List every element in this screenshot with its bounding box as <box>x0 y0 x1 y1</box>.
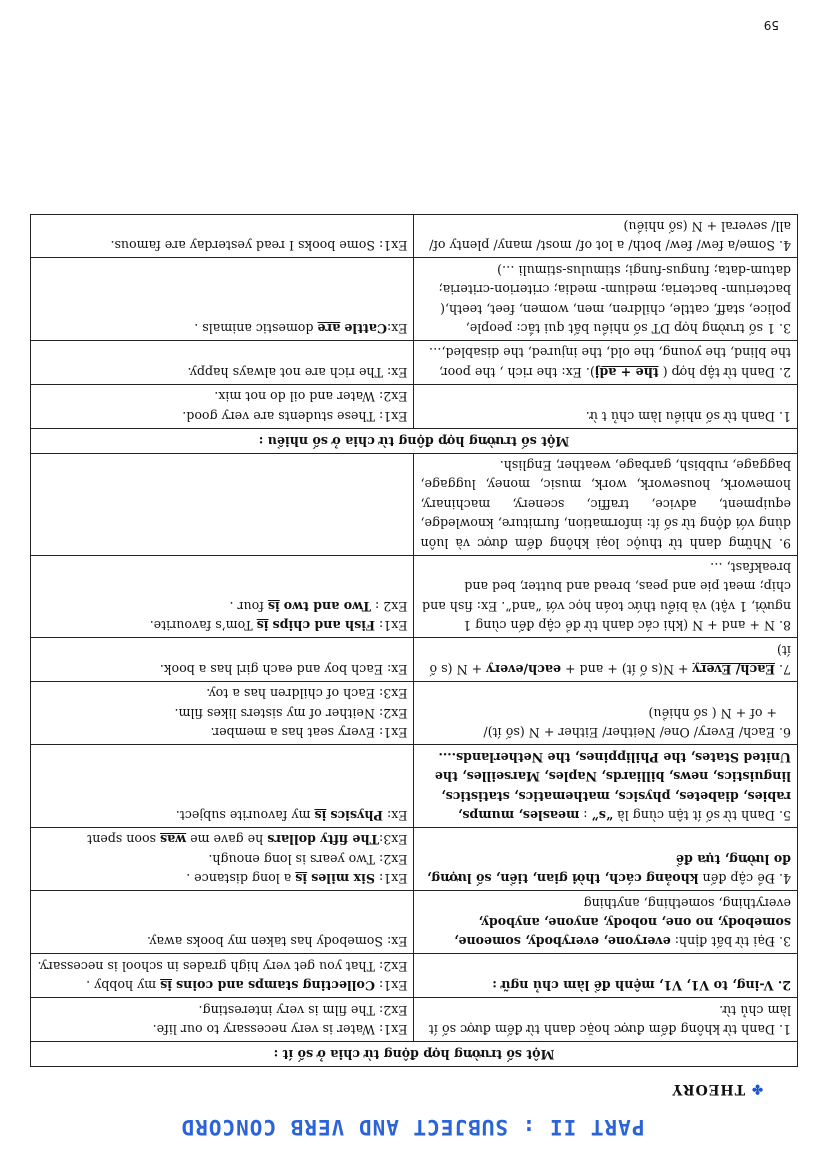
table-row <box>31 341 798 385</box>
example-cell: Ex: The rich are not always happy. <box>31 341 415 385</box>
example-line: Ex1: These students are very good. <box>182 408 408 424</box>
rule-cell: 4. Đề cập đến khoảng cách, thời gian, tiền, số lượng, đo lường, tựa đề <box>414 827 798 890</box>
example-line: Ex1: Water is very necessary to our life. <box>152 1022 408 1037</box>
table-row <box>31 384 798 428</box>
example-cell <box>31 954 415 998</box>
theory-label: THEORY <box>671 1081 746 1097</box>
example-line: Ex2: Neither of my sisters likes film. <box>174 705 408 721</box>
table-row <box>31 827 798 890</box>
flower-bullet-icon: ✤ <box>751 1081 763 1096</box>
example-line: Ex1: Collecting stamps and coins is my hobby . <box>86 978 408 994</box>
example-cell <box>31 827 415 890</box>
grammar-table <box>30 214 798 1067</box>
example-line: Ex1: Fish and chips is Tom’s favourite. <box>149 618 408 634</box>
plural-header: Một số trường hợp động từ chia ở số nhiều : <box>31 428 798 453</box>
rule-cell: 1. Danh từ không đếm được hoặc danh từ đếm được số ít làm chủ từ. <box>414 998 798 1042</box>
table-row <box>31 555 798 638</box>
table-row <box>31 745 798 828</box>
page-number-text: 59 <box>763 18 779 32</box>
example-cell: Ex:Cattle are domestic animals . <box>31 258 415 341</box>
table-row <box>31 638 798 682</box>
table-row <box>31 954 798 998</box>
rule-cell <box>414 682 798 745</box>
page-title: PART II : SUBJECT AND VERB CONCORD <box>180 1115 645 1139</box>
example-cell: Ex: Somebody has taken my books away. <box>31 891 415 954</box>
table-row <box>31 214 798 258</box>
table-row <box>31 998 798 1042</box>
table-row <box>31 1042 798 1067</box>
example-line: Ex3: Each of children has a toy. <box>206 686 408 702</box>
table-row <box>31 682 798 745</box>
example-cell <box>31 998 415 1042</box>
rule-cell: 2. Danh từ tập hợp ( the + adj). Ex: the rich , the poor, the blind, the young, the old, the injured, the disabled,… <box>414 341 798 385</box>
table-row <box>31 453 798 555</box>
example-line: Ex1: Six miles is a long distance . <box>186 871 408 887</box>
rule-cell: 3. Đại từ bất định: everyone, everybody, someone, somebody, no one, nobody, anyone, anybody, everything, something, anything <box>414 891 798 954</box>
table-row <box>31 258 798 341</box>
singular-header: Một số trường hợp động từ chia ở số ít : <box>31 1042 798 1067</box>
rule-cell: 2. V-ing, to V1, V1, mệnh đề làm chủ ngữ : <box>414 954 798 998</box>
example-line: Ex2 : Two and two is four . <box>229 598 408 614</box>
rule-cell: 7. Each/ Every + N(s ố ít) + and + each/every + N (s ố ít) <box>414 638 798 682</box>
table-row <box>31 428 798 453</box>
example-cell <box>31 384 415 428</box>
rule-line: + of + N ( số nhiều) <box>648 705 777 721</box>
example-cell: Ex: Each boy and each girl has a book. <box>31 638 415 682</box>
example-cell: Ex1: Some books I read yesterday are famous. <box>31 214 415 258</box>
table-row <box>31 891 798 954</box>
rule-cell: 4. Some/a few/ few/ both/ a lot of/ most/ many/ plenty of/ all/ several + N (số nhiều) <box>414 214 798 258</box>
example-line: Ex2: The film is very interesting. <box>198 1002 408 1018</box>
example-line: Ex2: That you get very high grades in school is necessary. <box>37 958 408 974</box>
example-line: Ex2: Two years is long enough. <box>208 851 408 867</box>
example-line: Ex2: Water and oil do not mix. <box>214 389 408 405</box>
example-line: Ex3:The fifty dollars he gave me was soon spent <box>87 832 408 848</box>
example-cell <box>31 555 415 638</box>
rule-cell: 1. Danh từ số nhiều làm chủ t ừ. <box>414 384 798 428</box>
rule-cell: 9. Những danh từ thuộc loại không đếm được và luôn dùng với động từ số ít: information, furniture, knowledge, equipment, advice, traffic, scenery, machinary, homework, housework, work, music, money, luggage, baggage, rubbish, garbage, weather, English. <box>414 453 798 555</box>
rule-line: 6. Each/ Every/ One/ Neither/ Either + N (số ít)/ <box>483 725 791 741</box>
rule-cell: 5. Danh từ số ít tận cùng là “s” : measles, mumps, rabies, diabetes, physics, mathematics, statistics, linguistics, news, billiards, Naples, Marseilles, the United States, the Philippines, the Netherlands.... <box>414 745 798 828</box>
rule-cell: 3. 1 số trường hợp DT số nhiều bất qui tắc: people, police, staff, cattle, children, men, women, feet, teeth,( bacterium- bacteria; medium- media; criterion-criteria; datum-data; fungus-fungi; stimulus-stimuli …) <box>414 258 798 341</box>
example-cell: Ex: Physics is my favourite subject. <box>31 745 415 828</box>
example-cell <box>31 453 415 555</box>
rule-cell: 8. N + and + N (khi các danh từ đề cập đến cùng 1 người, 1 vật) và biểu thức toán học với “and”. Ex: fish and chip; meat pie and peas, bread and butter, bed and breakfast, … <box>414 555 798 638</box>
theory-heading <box>671 1081 763 1097</box>
example-cell <box>31 682 415 745</box>
example-line: Ex1: Every seat has a member. <box>210 725 408 741</box>
